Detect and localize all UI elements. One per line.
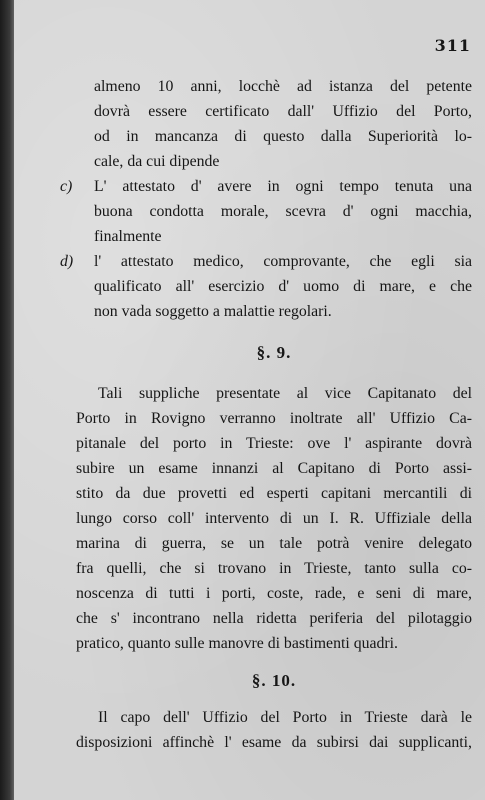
section-heading-10: §. 10. (251, 671, 297, 690)
text-line: subire un esame innanzi al Capitano di Porto assi- (76, 460, 472, 477)
text-line: dovrà essere certificato dall' Uffizio del Porto, (94, 103, 472, 120)
text-line: almeno 10 anni, locchè ad istanza del petente (94, 78, 472, 95)
text-line: marina di guerra, se un tale potrà venire delegato (76, 535, 472, 552)
list-marker-c: c) (60, 178, 73, 195)
text-line: od in mancanza di questo dalla Superiorità lo- (94, 128, 472, 145)
text-line: Tali suppliche presentate al vice Capitanato del (98, 385, 472, 402)
text-line: lungo corso coll' intervento di un I. R. Uffiziale della (76, 510, 472, 527)
text-line: disposizioni affinchè l' esame da subirsi dai supplicanti, (76, 734, 472, 751)
list-item-c-line (60, 174, 472, 199)
section-heading-9: §. 9. (256, 343, 292, 362)
spacer (76, 656, 472, 668)
page-body (60, 74, 472, 755)
list-marker-d: d) (60, 253, 74, 270)
text-line: qualificato all' esercizio d' uomo di mare, e che (94, 278, 472, 295)
text-line: finalmente (94, 228, 162, 245)
spacer (76, 365, 472, 381)
text-line: che s' incontrano nella ridetta periferia del pilotaggio (76, 610, 472, 627)
book-page (14, 0, 485, 800)
text-line: stito da due provetti ed esperti capitani mercantili di (76, 485, 472, 502)
text-line: Porto in Rovigno verranno inoltrate all' Uffizio Ca- (76, 410, 472, 427)
text-line: non vada soggetto a malattie regolari. (94, 303, 332, 320)
page-number: 311 (434, 36, 471, 55)
text-line: pitanale del porto in Trieste: ove l' aspirante dovrà (76, 435, 472, 452)
spacer (76, 324, 472, 340)
text-line: L' attestato d' avere in ogni tempo tenuta una (94, 178, 472, 195)
list-item-d-line (60, 249, 472, 274)
text-line: buona condotta morale, scevra d' ogni macchia, (94, 203, 472, 220)
text-line: Il capo dell' Uffizio del Porto in Trieste darà le (98, 709, 472, 726)
text-line: cale, da cui dipende (94, 153, 220, 170)
text-line: fra quelli, che si trovano in Trieste, tanto sulla co- (76, 560, 472, 577)
text-line: noscenza di tutti i porti, coste, rade, e seni di mare, (76, 585, 472, 602)
text-line: pratico, quanto sulle manovre di bastimenti quadri. (76, 635, 399, 652)
spacer (76, 693, 472, 705)
text-line: l' attestato medico, comprovante, che egli sia (94, 253, 472, 270)
